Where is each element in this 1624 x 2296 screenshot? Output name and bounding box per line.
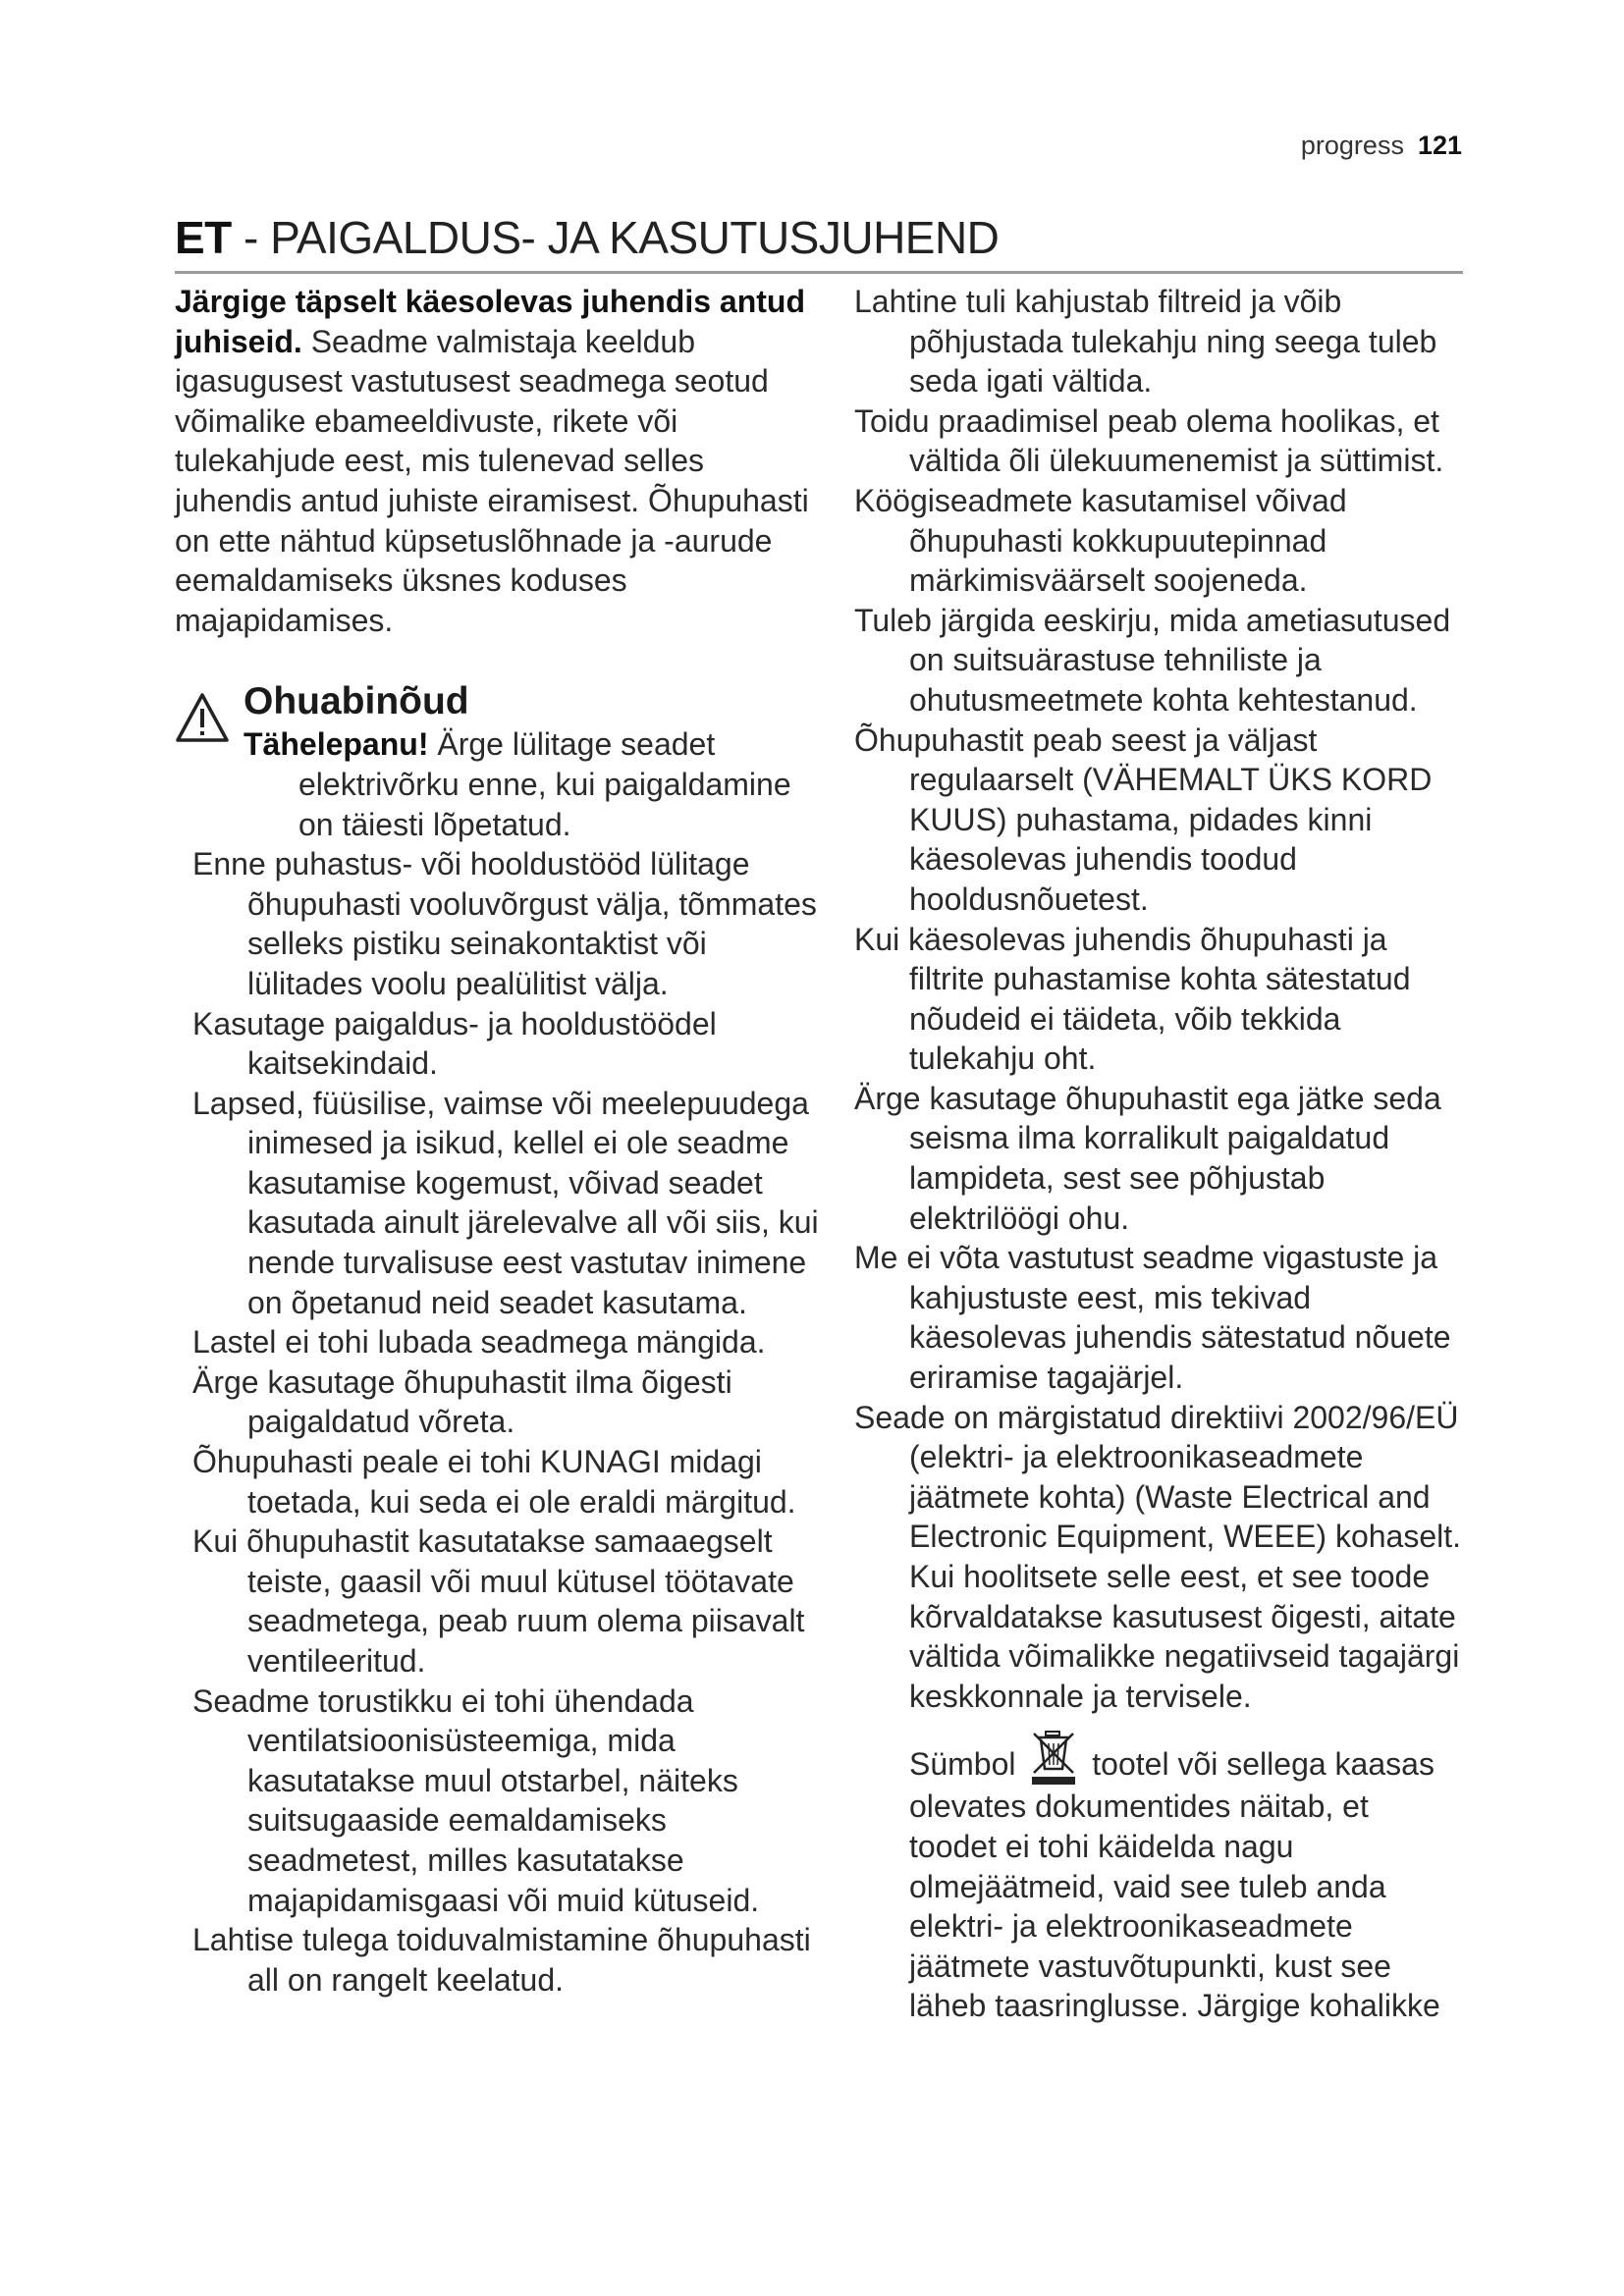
list-item: Õhupuhasti peale ei tohi KUNAGI midagi toetada, kui seda ei ole eraldi märgitud. bbox=[192, 1444, 796, 1520]
left-column bbox=[175, 282, 823, 2000]
list-item: Ärge kasutage õhupuhastit ilma õigesti paigaldatud võreta. bbox=[192, 1363, 732, 1440]
list-item: Kasutage paigaldus- ja hooldustöödel kaitsekindaid. bbox=[192, 1005, 717, 1082]
language-code: ET bbox=[175, 212, 232, 263]
attention-paragraph bbox=[244, 724, 823, 844]
intro-paragraph bbox=[175, 282, 823, 640]
list-item: Tuleb järgida eeskirju, mida ametiasutused on suitsuärastuse tehniliste ja ohutusmeetmete kohta kehtestanud. bbox=[854, 602, 1451, 718]
list-item: Toidu praadimisel peab olema hoolikas, et vältida õli ülekuumenemist ja süttimist. bbox=[854, 402, 1444, 479]
intro-text: Seadme valmistaja keeldub igasugusest vastutusest seadmega seotud võimalike ebameeldivuste, rikete või tulekahjude eest, mis tulenevad selles juhendis antud juhiste eiramisest. Õhupuhasti on ette nähtud küpsetuslõhnade ja -aurude eemaldamiseks üksnes koduses majapidamises. bbox=[175, 323, 809, 638]
list-item: Seadme torustikku ei tohi ühendada ventilatsioonisüsteemiga, mida kasutatakse muul otstarbel, näiteks suitsugaaside eemaldamiseks seadmetest, milles kasutatakse majapidamisgaasi või muid kütuseid. bbox=[192, 1682, 760, 1918]
brand-name: progress bbox=[1300, 131, 1404, 160]
safety-section-head bbox=[175, 679, 823, 844]
symbol-label: Sümbol bbox=[909, 1746, 1016, 1783]
attention-text: Ärge lülitage seadet elektrivõrku enne, kui paigaldamine on täiesti lõpetatud. bbox=[298, 726, 791, 842]
list-item: Lahtise tulega toiduvalmistamine õhupuhasti all on rangelt keelatud. bbox=[192, 1922, 811, 1998]
list-item: Ärge kasutage õhupuhastit ega jätke seda seisma ilma korralikult paigaldatud lampideta, sest see põhjustab elektrilöögi ohu. bbox=[854, 1080, 1441, 1236]
page-title bbox=[175, 208, 1463, 274]
symbol-text: tootel või sellega kaasas olevates dokumentides näitab, et toodet ei tohi käidelda nagu olmejäätmeid, vaid see tuleb anda elektri- ja elektroonikaseadmete jäätmete vastuvõtupunkti, kust see läheb taasringlusse. Järgige kohalikke bbox=[909, 1746, 1440, 2024]
list-item: Kui õhupuhastit kasutatakse samaaegselt teiste, gaasil või muul kütusel töötavate seadmetega, peab ruum olema piisavalt ventileeritud. bbox=[192, 1523, 805, 1679]
list-item: Lapsed, füüsilise, vaimse või meelepuudega inimesed ja isikud, kellel ei ole seadme kasutamise kogemust, võivad seadet kasutada ainult järelevalve all või siis, kui nende turvalisuse eest vastutav inimene on õpetanud neid seadet kasutama. bbox=[192, 1085, 819, 1320]
list-item: Lastel ei tohi lubada seadmega mängida. bbox=[192, 1324, 766, 1361]
intro-bold: Järgige täpselt käesolevas juhendis antud juhiseid. bbox=[175, 284, 805, 359]
list-item: Seade on märgistatud direktiivi 2002/96/EÜ (elektri- ja elektroonikaseadmete jäätmete kohta) (Waste Electrical and Electronic Equipment, WEEE) kohaselt. Kui hoolitsete selle eest, et see toode kõrvaldatakse kasutusest õigesti, aitate vältida võimalikke negatiivseid tagajärgi keskkonnale ja tervisele. bbox=[854, 1399, 1462, 1714]
list-item: Lahtine tuli kahjustab filtreid ja võib põhjustada tulekahju ning seega tuleb seda igati vältida. bbox=[854, 284, 1437, 400]
right-column bbox=[854, 282, 1463, 2057]
list-item: Kui käesolevas juhendis õhupuhasti ja filtrite puhastamise kohta sätestatud nõudeid ei täideta, võib tekkida tulekahju oht. bbox=[854, 921, 1411, 1077]
list-item: Me ei võta vastutust seadme vigastuste ja kahjustuste eest, mis tekivad käesolevas juhendis sätestatud nõuete eriramise tagajärjel. bbox=[854, 1240, 1451, 1396]
list-item: Õhupuhastit peab seest ja väljast regulaarselt (VÄHEMALT ÜKS KORD KUUS) puhastama, pidades kinni käesolevas juhendis toodud hooldusnõuetest. bbox=[854, 721, 1433, 917]
warning-triangle-icon bbox=[175, 691, 230, 746]
page-number: 121 bbox=[1417, 131, 1462, 160]
crossed-out-bin-icon bbox=[1030, 1730, 1077, 1787]
page-header bbox=[1301, 131, 1462, 161]
title-text: - PAIGALDUS- JA KASUTUSJUHEND bbox=[231, 212, 1000, 263]
attention-label: Tähelepanu! bbox=[244, 726, 429, 763]
list-item: Enne puhastus- või hooldustööd lülitage õhupuhasti vooluvõrgust välja, tõmmates selleks pistiku seinakontaktist või lülitades voolu pealülitist välja. bbox=[192, 846, 817, 1001]
section-title: Ohuabinõud bbox=[244, 680, 469, 723]
weee-symbol-paragraph bbox=[854, 1730, 1463, 2026]
list-item: Köögiseadmete kasutamisel võivad õhupuhasti kokkupuutepinnad märkimisväärselt soojeneda. bbox=[854, 482, 1347, 599]
